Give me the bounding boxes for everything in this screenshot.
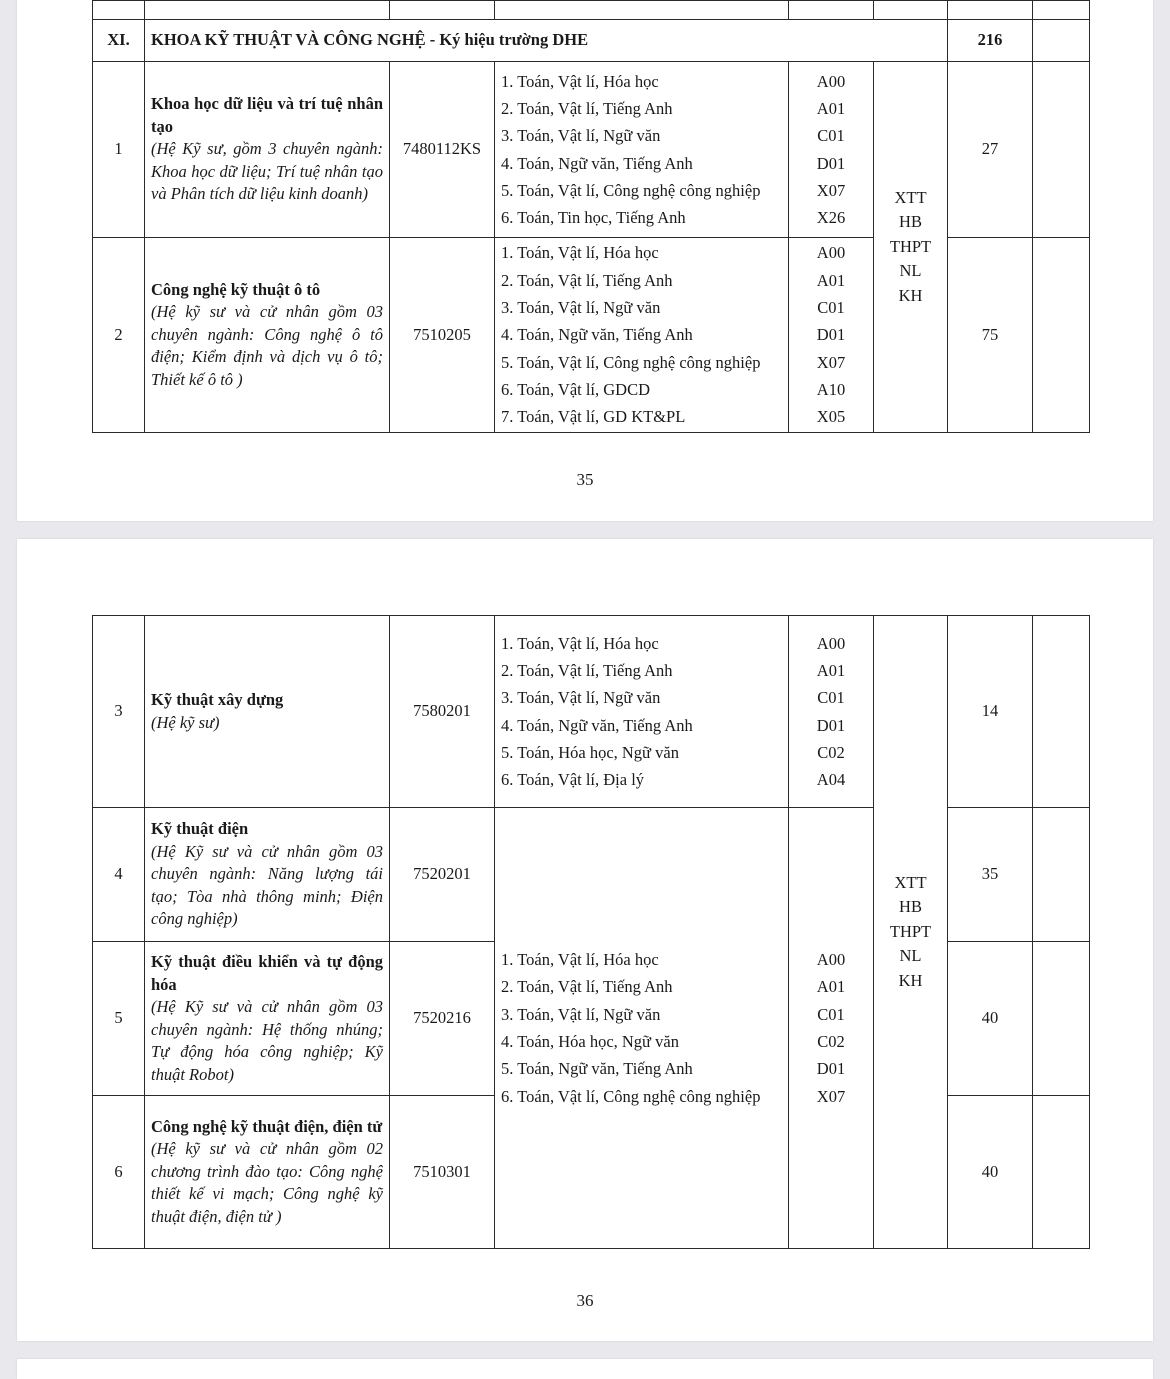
combo-item: 4. Toán, Ngữ văn, Tiếng Anh bbox=[501, 715, 693, 735]
combo-code: C02 bbox=[817, 1032, 845, 1051]
program-description: (Hệ kỹ sư và cử nhân gồm 03 chuyên ngành: Công nghệ ô tô điện; Kiểm định và dịch vụ ô tô; Thiết kế ô tô ) bbox=[151, 302, 383, 389]
combo-code: C01 bbox=[817, 298, 845, 318]
combo-item: 5. Toán, Hóa học, Ngữ văn bbox=[501, 742, 679, 762]
quota: 14 bbox=[948, 616, 1033, 808]
shared-subject-combinations bbox=[495, 808, 789, 1249]
method-item: XTT bbox=[894, 872, 927, 892]
program-name-cell bbox=[145, 808, 390, 942]
combo-code: A01 bbox=[816, 270, 846, 290]
program-description: (Hệ Kỹ sư và cử nhân gồm 03 chuyên ngành: Năng lượng tái tạo; Tòa nhà thông minh; Điện công nghiệp) bbox=[151, 841, 383, 929]
combo-item: 2. Toán, Vật lí, Tiếng Anh bbox=[501, 270, 673, 290]
page-number: 35 bbox=[576, 470, 594, 489]
combo-item: 1. Toán, Vật lí, Hóa học bbox=[501, 633, 659, 653]
combo-code: A01 bbox=[816, 977, 846, 997]
combo-code: C01 bbox=[817, 1004, 845, 1024]
combo-code: A10 bbox=[816, 379, 846, 399]
combination-codes bbox=[789, 238, 874, 433]
combo-item: 6. Toán, Vật lí, Công nghệ công nghiệp bbox=[501, 1086, 761, 1106]
combo-item: 3. Toán, Vật lí, Ngữ văn bbox=[501, 298, 661, 318]
combo-item: 1. Toán, Vật lí, Hóa học bbox=[501, 243, 659, 263]
program-code: 7480112KS bbox=[390, 62, 495, 238]
method-item: KH bbox=[898, 970, 923, 990]
program-code: 7520216 bbox=[390, 942, 495, 1096]
admission-table-page-35 bbox=[92, 0, 1090, 433]
combo-code: X07 bbox=[816, 352, 846, 372]
subject-combinations bbox=[495, 238, 789, 433]
combo-item: 4. Toán, Ngữ văn, Tiếng Anh bbox=[501, 325, 693, 345]
section-total-quota: 216 bbox=[948, 20, 1033, 62]
program-code: 7580201 bbox=[390, 616, 495, 808]
quota: 27 bbox=[948, 62, 1033, 238]
combo-code: X07 bbox=[816, 180, 846, 200]
combo-item: 3. Toán, Vật lí, Ngữ văn bbox=[501, 688, 661, 708]
row-number: 3 bbox=[93, 616, 145, 808]
combo-code: D01 bbox=[816, 153, 846, 173]
document-page-next bbox=[17, 1359, 1153, 1379]
combo-code: A00 bbox=[816, 950, 846, 970]
method-item: KH bbox=[898, 285, 923, 305]
quota: 75 bbox=[948, 238, 1033, 433]
subject-combinations bbox=[495, 62, 789, 238]
program-title: Công nghệ kỹ thuật điện, điện tử bbox=[151, 1116, 383, 1136]
program-name-cell bbox=[145, 616, 390, 808]
row-number: 6 bbox=[93, 1096, 145, 1249]
method-item: THPT bbox=[889, 236, 932, 256]
combination-codes bbox=[789, 616, 874, 808]
combo-item: 6. Toán, Vật lí, Địa lý bbox=[501, 770, 645, 790]
combo-code: C01 bbox=[817, 126, 845, 146]
combo-item: 4. Toán, Ngữ văn, Tiếng Anh bbox=[501, 153, 693, 173]
section-header-row bbox=[93, 20, 1090, 62]
combo-code: D01 bbox=[816, 325, 846, 345]
combo-code: A04 bbox=[816, 770, 846, 790]
combo-item: 3. Toán, Vật lí, Ngữ văn bbox=[501, 1004, 661, 1024]
combination-codes bbox=[789, 62, 874, 238]
shared-combination-codes bbox=[789, 808, 874, 1249]
method-item: THPT bbox=[889, 921, 932, 941]
method-item: HB bbox=[899, 897, 922, 917]
program-title: Khoa học dữ liệu và trí tuệ nhân tạo bbox=[151, 94, 383, 136]
method-item: NL bbox=[899, 946, 922, 966]
table-row bbox=[93, 616, 1090, 808]
row-number: 5 bbox=[93, 942, 145, 1096]
method-item: XTT bbox=[894, 187, 927, 207]
combo-code: X07 bbox=[816, 1086, 846, 1106]
admission-table-page-36 bbox=[92, 615, 1090, 1249]
subject-combinations bbox=[495, 616, 789, 808]
program-title: Kỹ thuật điện bbox=[151, 819, 249, 839]
combo-code: D01 bbox=[816, 1059, 846, 1079]
combo-item: 1. Toán, Vật lí, Hóa học bbox=[501, 950, 659, 970]
combo-code: D01 bbox=[816, 715, 846, 735]
combo-item: 7. Toán, Vật lí, GD KT&PL bbox=[501, 407, 686, 427]
program-title: Kỹ thuật điều khiển và tự động hóa bbox=[151, 952, 383, 994]
combo-code: A01 bbox=[816, 660, 846, 680]
method-item: HB bbox=[899, 212, 922, 232]
combo-code: A00 bbox=[816, 243, 846, 263]
combo-item: 2. Toán, Vật lí, Tiếng Anh bbox=[501, 977, 673, 997]
program-name-cell bbox=[145, 942, 390, 1096]
quota: 35 bbox=[948, 808, 1033, 942]
combo-code: X26 bbox=[816, 208, 846, 228]
combo-item: 5. Toán, Vật lí, Công nghệ công nghiệp bbox=[501, 180, 761, 200]
row-number: 4 bbox=[93, 808, 145, 942]
program-title: Kỹ thuật xây dựng bbox=[151, 690, 284, 709]
combo-item: 3. Toán, Vật lí, Ngữ văn bbox=[501, 126, 661, 146]
combo-item: 1. Toán, Vật lí, Hóa học bbox=[501, 71, 659, 91]
quota: 40 bbox=[948, 942, 1033, 1096]
program-name-cell bbox=[145, 238, 390, 433]
combo-code: A00 bbox=[816, 633, 846, 653]
combo-item: 2. Toán, Vật lí, Tiếng Anh bbox=[501, 660, 673, 680]
combo-item: 5. Toán, Ngữ văn, Tiếng Anh bbox=[501, 1059, 693, 1079]
document-page-35 bbox=[17, 0, 1153, 521]
row-number: 1 bbox=[93, 62, 145, 238]
table-top-continuation-row bbox=[93, 1, 1090, 20]
combo-code: X05 bbox=[816, 407, 846, 427]
admission-methods bbox=[874, 616, 948, 1249]
row-number: 2 bbox=[93, 238, 145, 433]
program-code: 7510301 bbox=[390, 1096, 495, 1249]
quota: 40 bbox=[948, 1096, 1033, 1249]
method-item: NL bbox=[899, 261, 922, 281]
program-description: (Hệ Kỹ sư và cử nhân gồm 03 chuyên ngành: Hệ thống nhúng; Tự động hóa công nghiệp; Kỹ thuật Robot) bbox=[151, 997, 383, 1084]
program-title: Công nghệ kỹ thuật ô tô bbox=[151, 279, 321, 299]
combo-item: 2. Toán, Vật lí, Tiếng Anh bbox=[501, 98, 673, 118]
table-row bbox=[93, 62, 1090, 238]
section-number: XI. bbox=[93, 20, 145, 62]
program-code: 7520201 bbox=[390, 808, 495, 942]
program-description: (Hệ Kỹ sư, gồm 3 chuyên ngành: Khoa học dữ liệu; Trí tuệ nhân tạo và Phân tích dữ liệu kinh doanh) bbox=[151, 139, 383, 204]
page-number: 36 bbox=[576, 1291, 594, 1310]
combo-item: 4. Toán, Hóa học, Ngữ văn bbox=[501, 1032, 679, 1051]
combo-item: 6. Toán, Vật lí, GDCD bbox=[501, 379, 651, 399]
admission-methods bbox=[874, 62, 948, 433]
combo-code: C02 bbox=[817, 742, 845, 762]
combo-item: 6. Toán, Tin học, Tiếng Anh bbox=[501, 208, 686, 228]
section-title: KHOA KỸ THUẬT VÀ CÔNG NGHỆ - Ký hiệu trường DHE bbox=[145, 20, 948, 62]
combo-code: A00 bbox=[816, 71, 846, 91]
program-code: 7510205 bbox=[390, 238, 495, 433]
program-description: (Hệ kỹ sư) bbox=[151, 712, 220, 732]
combo-code: C01 bbox=[817, 688, 845, 708]
combo-item: 5. Toán, Vật lí, Công nghệ công nghiệp bbox=[501, 352, 761, 372]
program-name-cell bbox=[145, 1096, 390, 1249]
document-page-36 bbox=[17, 539, 1153, 1341]
program-name-cell bbox=[145, 62, 390, 238]
program-description: (Hệ kỹ sư và cử nhân gồm 02 chương trình đào tạo: Công nghệ thiết kế vi mạch; Công nghệ kỹ thuật điện, điện tử ) bbox=[151, 1139, 383, 1226]
combo-code: A01 bbox=[816, 98, 846, 118]
